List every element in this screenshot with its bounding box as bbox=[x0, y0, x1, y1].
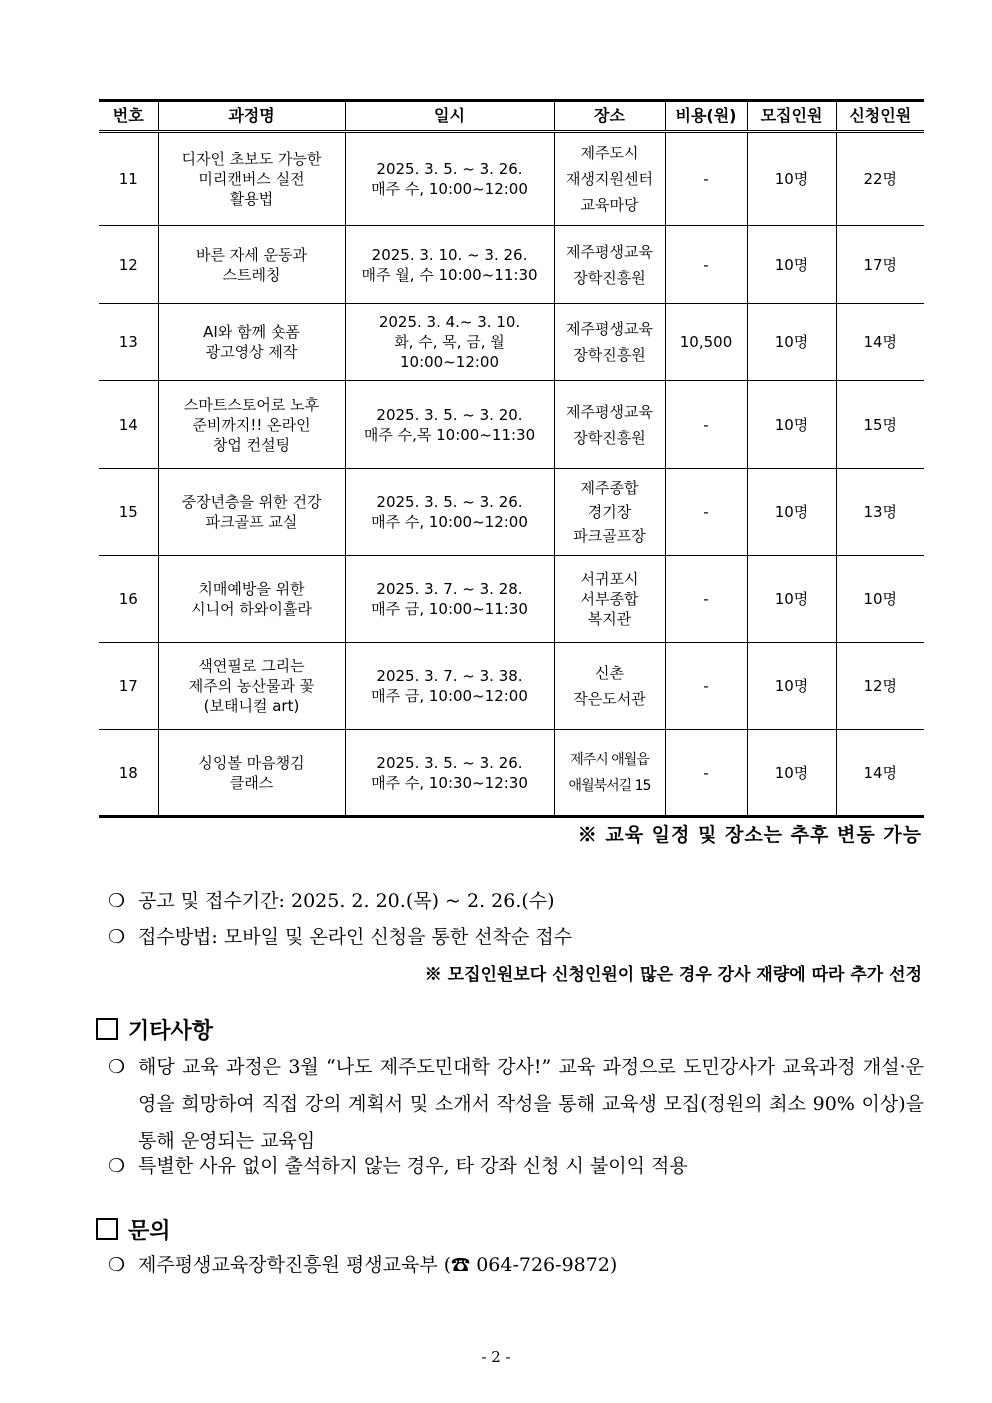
table-row bbox=[99, 730, 924, 817]
bullet-circle-icon: ❍ bbox=[108, 1254, 126, 1276]
cell-applied: 13명 bbox=[836, 469, 924, 556]
cell-date: 2025. 3. 7. ~ 3. 28. 매주 금, 10:00~11:30 bbox=[345, 556, 554, 643]
cell-course: 바른 자세 운동과 스트레칭 bbox=[158, 226, 345, 304]
cell-capacity: 10명 bbox=[747, 643, 836, 730]
checkbox-square-icon bbox=[96, 1218, 118, 1240]
cell-cost: - bbox=[665, 132, 747, 226]
table-header-row bbox=[99, 101, 924, 132]
table-row bbox=[99, 643, 924, 730]
cell-capacity: 10명 bbox=[747, 132, 836, 226]
cell-no: 12 bbox=[99, 226, 158, 304]
notice-method-text: 접수방법: 모바일 및 온라인 신청을 통한 선착순 접수 bbox=[138, 926, 573, 948]
header-date: 일시 bbox=[345, 101, 554, 132]
cell-capacity: 10명 bbox=[747, 226, 836, 304]
notice-period-text: 공고 및 접수기간: 2025. 2. 20.(목) ~ 2. 26.(수) bbox=[138, 890, 555, 912]
cell-capacity: 10명 bbox=[747, 730, 836, 817]
cell-capacity: 10명 bbox=[747, 469, 836, 556]
cell-cost: - bbox=[665, 226, 747, 304]
header-capacity: 모집인원 bbox=[747, 101, 836, 132]
cell-no: 17 bbox=[99, 643, 158, 730]
cell-place: 신촌 작은도서관 bbox=[554, 643, 665, 730]
cell-place: 제주종합 경기장 파크골프장 bbox=[554, 469, 665, 556]
cell-applied: 12명 bbox=[836, 643, 924, 730]
table-row bbox=[99, 469, 924, 556]
cell-place: 서귀포시 서부종합 복지관 bbox=[554, 556, 665, 643]
cell-place: 제주시 애월읍 애월북서길 15 bbox=[554, 730, 665, 817]
cell-date: 2025. 3. 5. ~ 3. 26. 매주 수, 10:30~12:30 bbox=[345, 730, 554, 817]
cell-place: 제주도시 재생지원센터 교육마당 bbox=[554, 132, 665, 226]
etc-item-1-text: 해당 교육 과정은 3월 “나도 제주도민대학 강사!” 교육 과정으로 도민강사가 교육과정 개설·운영을 희망하여 직접 강의 계획서 및 소개서 작성을 통해 교육생 모집(정원의 최소 90% 이상)을 통해 운영되는 교육임 bbox=[138, 1056, 924, 1152]
checkbox-square-icon bbox=[96, 1018, 118, 1040]
etc-item-2-text: 특별한 사유 없이 출석하지 않는 경우, 타 강좌 신청 시 불이익 적용 bbox=[138, 1155, 688, 1177]
notice-extra: ※ 모집인원보다 신청인원이 많은 경우 강사 재량에 따라 추가 선정 bbox=[424, 965, 922, 985]
cell-applied: 14명 bbox=[836, 304, 924, 381]
etc-item-2 bbox=[108, 1148, 924, 1185]
contact-line bbox=[108, 1248, 617, 1282]
bullet-circle-icon: ❍ bbox=[108, 890, 126, 912]
cell-cost: - bbox=[665, 556, 747, 643]
header-place: 장소 bbox=[554, 101, 665, 132]
notice-method bbox=[108, 920, 572, 954]
cell-course: 치매예방을 위한 시니어 하와이훌라 bbox=[158, 556, 345, 643]
header-cost: 비용(원) bbox=[665, 101, 747, 132]
cell-date: 2025. 3. 5. ~ 3. 20. 매주 수,목 10:00~11:30 bbox=[345, 381, 554, 469]
cell-applied: 14명 bbox=[836, 730, 924, 817]
cell-cost: - bbox=[665, 643, 747, 730]
cell-applied: 22명 bbox=[836, 132, 924, 226]
cell-date: 2025. 3. 5. ~ 3. 26. 매주 수, 10:00~12:00 bbox=[345, 132, 554, 226]
cell-course: 중장년층을 위한 건강 파크골프 교실 bbox=[158, 469, 345, 556]
table-row bbox=[99, 132, 924, 226]
contact-text: 제주평생교육장학진흥원 평생교육부 (☎ 064-726-9872) bbox=[138, 1254, 618, 1276]
cell-applied: 15명 bbox=[836, 381, 924, 469]
etc-item-1 bbox=[108, 1049, 924, 1160]
notice-period bbox=[108, 884, 555, 918]
cell-place: 제주평생교육 장학진흥원 bbox=[554, 381, 665, 469]
cell-course: 싱잉볼 마음챙김 클래스 bbox=[158, 730, 345, 817]
schedule-change-note: ※ 교육 일정 및 장소는 추후 변동 가능 bbox=[577, 824, 922, 846]
cell-course: AI와 함께 숏폼 광고영상 제작 bbox=[158, 304, 345, 381]
cell-capacity: 10명 bbox=[747, 304, 836, 381]
table-row bbox=[99, 226, 924, 304]
cell-date: 2025. 3. 10. ~ 3. 26. 매주 월, 수 10:00~11:30 bbox=[345, 226, 554, 304]
header-no: 번호 bbox=[99, 101, 158, 132]
table-row bbox=[99, 381, 924, 469]
cell-applied: 17명 bbox=[836, 226, 924, 304]
cell-no: 11 bbox=[99, 132, 158, 226]
cell-course: 스마트스토어로 노후 준비까지!! 온라인 창업 컨설팅 bbox=[158, 381, 345, 469]
cell-capacity: 10명 bbox=[747, 381, 836, 469]
cell-no: 13 bbox=[99, 304, 158, 381]
page-number: - 2 - bbox=[481, 1348, 511, 1366]
cell-course: 색연필로 그리는 제주의 농산물과 꽃 (보태니컬 art) bbox=[158, 643, 345, 730]
cell-date: 2025. 3. 5. ~ 3. 26. 매주 수, 10:00~12:00 bbox=[345, 469, 554, 556]
cell-place: 제주평생교육 장학진흥원 bbox=[554, 304, 665, 381]
cell-cost: - bbox=[665, 381, 747, 469]
cell-no: 16 bbox=[99, 556, 158, 643]
cell-no: 18 bbox=[99, 730, 158, 817]
bullet-circle-icon: ❍ bbox=[108, 1155, 126, 1177]
cell-place: 제주평생교육 장학진흥원 bbox=[554, 226, 665, 304]
section-contact-heading bbox=[96, 1214, 171, 1245]
cell-cost: - bbox=[665, 469, 747, 556]
bullet-circle-icon: ❍ bbox=[108, 1056, 126, 1078]
cell-course: 디자인 초보도 가능한 미리캔버스 실전 활용법 bbox=[158, 132, 345, 226]
table-row bbox=[99, 556, 924, 643]
course-table bbox=[99, 99, 924, 818]
cell-capacity: 10명 bbox=[747, 556, 836, 643]
cell-cost: - bbox=[665, 730, 747, 817]
cell-no: 15 bbox=[99, 469, 158, 556]
section-contact-title: 문의 bbox=[128, 1219, 171, 1244]
section-etc-title: 기타사항 bbox=[128, 1019, 214, 1044]
cell-cost: 10,500 bbox=[665, 304, 747, 381]
section-etc-heading bbox=[96, 1014, 213, 1045]
cell-no: 14 bbox=[99, 381, 158, 469]
cell-date: 2025. 3. 7. ~ 3. 38. 매주 금, 10:00~12:00 bbox=[345, 643, 554, 730]
header-applied: 신청인원 bbox=[836, 101, 924, 132]
header-course: 과정명 bbox=[158, 101, 345, 132]
cell-date: 2025. 3. 4.~ 3. 10. 화, 수, 목, 금, 월 10:00~12:00 bbox=[345, 304, 554, 381]
bullet-circle-icon: ❍ bbox=[108, 926, 126, 948]
table-row bbox=[99, 304, 924, 381]
cell-applied: 10명 bbox=[836, 556, 924, 643]
